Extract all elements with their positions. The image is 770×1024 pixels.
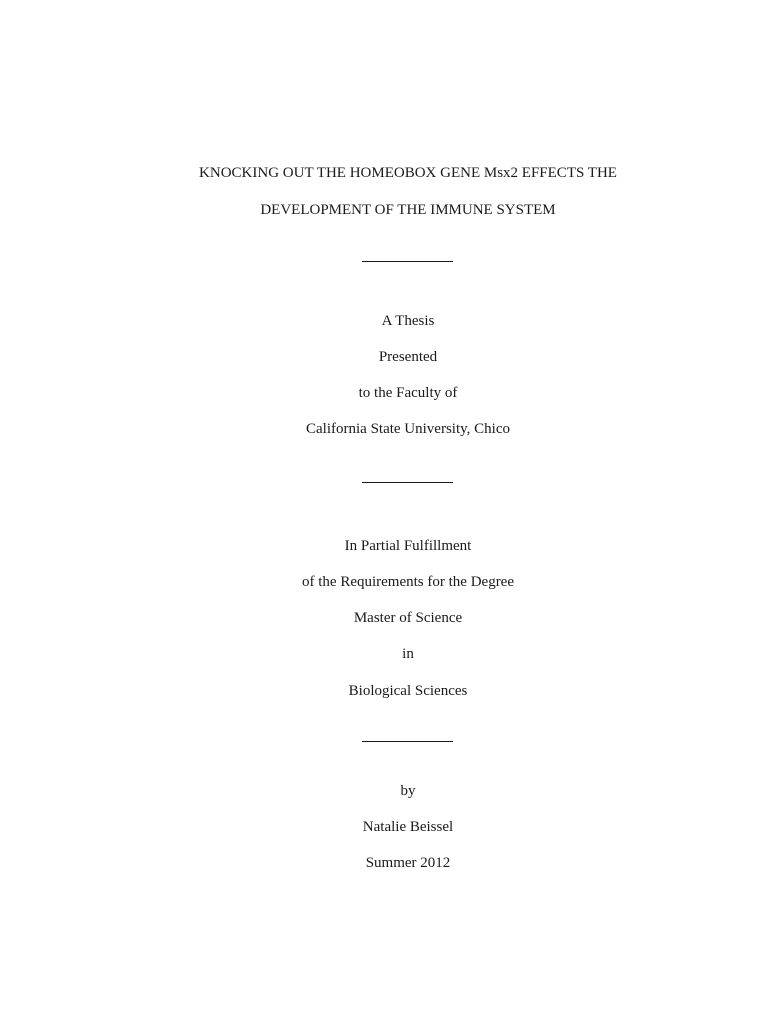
author-name: Natalie Beissel (362, 819, 454, 835)
title-line-1: KNOCKING OUT THE HOMEOBOX GENE Msx2 EFFECTS THE (199, 165, 617, 181)
submission-date: Summer 2012 (365, 855, 451, 871)
thesis-label: A Thesis (381, 313, 435, 329)
university-name: California State University, Chico (306, 421, 510, 437)
faculty-text: to the Faculty of (358, 385, 458, 401)
divider-rule-2 (362, 482, 453, 483)
fulfillment-text: In Partial Fulfillment (344, 538, 472, 554)
by-text: by (400, 783, 416, 799)
divider-rule-1 (362, 261, 453, 262)
degree-name: Master of Science (353, 610, 463, 626)
presented-text: Presented (378, 349, 438, 365)
field-of-study: Biological Sciences (348, 683, 468, 699)
in-text: in (402, 646, 414, 662)
title-line-2: DEVELOPMENT OF THE IMMUNE SYSTEM (260, 202, 556, 218)
divider-rule-3 (362, 741, 453, 742)
requirements-text: of the Requirements for the Degree (302, 574, 514, 590)
